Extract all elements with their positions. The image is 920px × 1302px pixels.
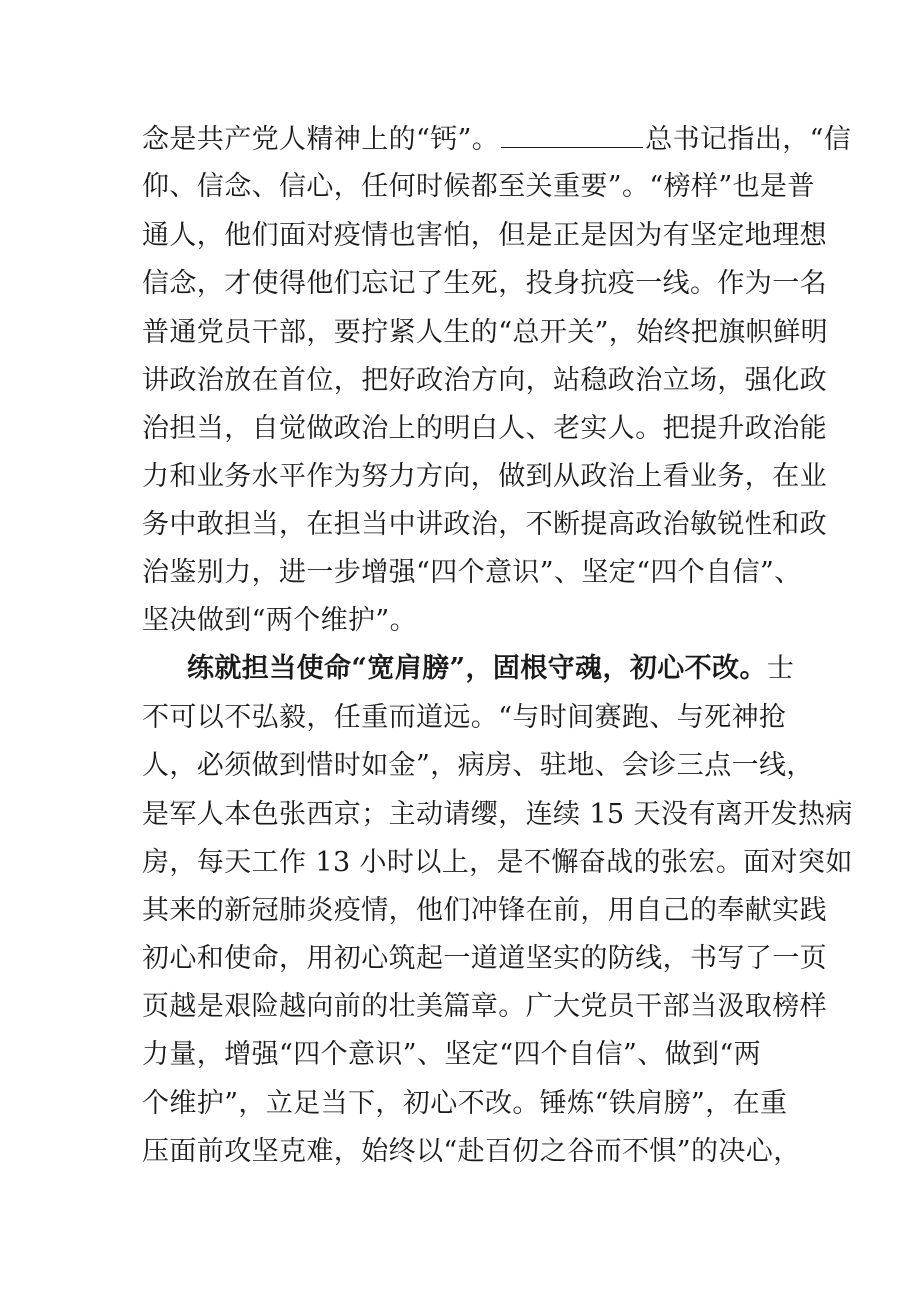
paragraph-1-line-1-end: 总书记指出，“信 bbox=[645, 124, 852, 155]
paragraph-1-line-6: 讲政治放在首位，把好政治方向，站稳政治立场，强化政 bbox=[142, 365, 827, 396]
paragraph-1-line-5: 普通党员干部，要拧紧人生的“总开关”，始终把旗帜鲜明 bbox=[142, 317, 829, 348]
paragraph-2-line-9: 力量，增强“四个意识”、坚定“四个自信”、做到“两 bbox=[142, 1039, 762, 1070]
paragraph-1-line-9: 务中敢担当，在担当中讲政治，不断提高政治敏锐性和政 bbox=[142, 509, 827, 540]
paragraph-1-line-11: 坚决做到“两个维护”。 bbox=[142, 605, 418, 636]
paragraph-2-line-7: 初心和使命，用初心筑起一道道坚实的防线，书写了一页 bbox=[142, 943, 827, 974]
paragraph-1-line-8: 力和业务水平作为努力方向，做到从政治上看业务，在业 bbox=[142, 461, 827, 492]
paragraph-2-line-10: 个维护”，立足当下，初心不改。锤炼“铁肩膀”，在重 bbox=[142, 1088, 788, 1119]
paragraph-2-line-1 bbox=[187, 654, 794, 684]
paragraph-2-line-3: 人，必须做到惜时如金”，病房、驻地、会诊三点一线， bbox=[142, 750, 814, 781]
paragraph-2-line-6: 其来的新冠肺炎疫情，他们冲锋在前，用自己的奉献实践 bbox=[142, 895, 827, 926]
paragraph-2-line-11: 压面前攻坚克难，始终以“赴百仞之谷而不惧”的决心， bbox=[142, 1136, 801, 1167]
paragraph-2-line-8: 页越是艰险越向前的壮美篇章。广大党员干部当汲取榜样 bbox=[142, 991, 827, 1022]
paragraph-1-line-3: 通人，他们面对疫情也害怕，但是正是因为有坚定地理想 bbox=[142, 220, 827, 251]
paragraph-1-line-2: 仰、信念、信心，任何时候都至关重要”。“榜样”也是普 bbox=[142, 171, 815, 202]
paragraph-1-line-1 bbox=[142, 123, 851, 155]
paragraph-1-line-4: 信念，才使得他们忘记了生死，投身抗疫一线。作为一名 bbox=[142, 268, 827, 299]
fill-in-blank bbox=[501, 123, 643, 148]
paragraph-2-line-4: 是军人本色张西京；主动请缨，连续 15 天没有离开发热病 bbox=[142, 799, 853, 830]
section-heading: 练就担当使命“宽肩膀”，固根守魂，初心不改。 bbox=[187, 653, 767, 684]
paragraph-1-line-10: 治鉴别力，进一步增强“四个意识”、坚定“四个自信”、 bbox=[142, 557, 802, 588]
paragraph-2-line-5: 房，每天工作 13 小时以上，是不懈奋战的张宏。面对突如 bbox=[142, 847, 853, 878]
paragraph-1-line-7: 治担当，自觉做政治上的明白人、老实人。把提升政治能 bbox=[142, 413, 827, 444]
paragraph-1-line-1-start: 念是共产党人精神上的“钙”。 bbox=[142, 124, 500, 155]
paragraph-2-line-1-rest: 士 bbox=[766, 653, 795, 684]
paragraph-2-line-2: 不可以不弘毅，任重而道远。“与时间赛跑、与死神抢 bbox=[142, 702, 787, 733]
